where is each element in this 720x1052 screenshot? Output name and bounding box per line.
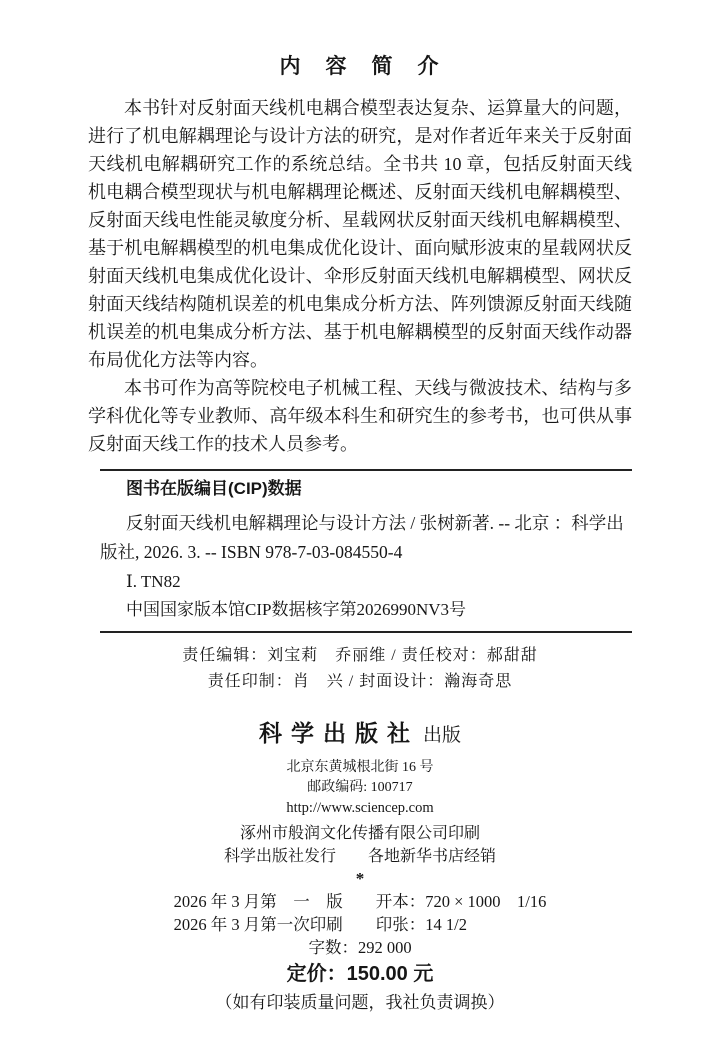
quality-notice: （如有印装质量问题，我社负责调换） [215, 993, 505, 1012]
cip-classification-code: Ⅰ. TN82 [126, 572, 181, 591]
word-count-line: 字数：292 000 [308, 938, 412, 957]
publisher-postcode: 邮政编码: 100717 [307, 780, 413, 795]
imprint-block [0, 890, 720, 1015]
publisher-logo-line [0, 719, 720, 752]
credits-printing-design-line: 责任印制：肖 兴 / 封面设计：瀚海奇思 [207, 673, 513, 690]
cip-heading: 图书在版编目(CIP)数据 [126, 479, 302, 498]
publisher-logo-suffix: 出版 [422, 725, 461, 746]
printing-sheets-line: 2026 年 3 月第一次印刷 印张：14 1/2 [173, 915, 467, 934]
staff-credits [0, 643, 720, 695]
publisher-block [0, 719, 720, 888]
distribution-line: 科学出版社发行 各地新华书店经销 [223, 848, 496, 865]
publisher-website: http://www.sciencep.com [286, 800, 434, 816]
content-summary [88, 94, 632, 458]
publisher-logo: 科学出版社 [258, 721, 419, 746]
credits-editors-line: 责任编辑：刘宝莉 乔丽维 / 责任校对：郝甜甜 [182, 647, 538, 664]
cip-description: 反射面天线机电解耦理论与设计方法 / 张树新著. -- 北京 ：科学出版社, 2026. 3. -- ISBN 978-7-03-084550-4 [100, 513, 624, 562]
summary-paragraph-1: 本书针对反射面天线机电耦合模型表达复杂、运算量大的问题，进行了机电解耦理论与设计方法的研究，是对作者近年来关于反射面天线机电解耦研究工作的系统总结。全书共 10 章，包括反射面天线机电耦合模型现状与机电解耦理论概述、反射面天线机电解耦模型、反射面天线电性能灵敏度分析、星载网状反射面天线机电解耦模型、基于机电解耦模型的机电集成优化设计、面向赋形波束的星载网状反射面天线机电集成优化设计、伞形反射面天线机电解耦模型、网状反射面天线结构随机误差的机电集成分析方法、阵列馈源反射面天线随机误差的机电集成分析方法、基于机电解耦模型的反射面天线作动器布局优化方法等内容。 [88, 98, 632, 370]
imprint-edition-group [174, 890, 547, 936]
summary-paragraph-2: 本书可作为高等院校电子机械工程、天线与微波技术、结构与多学科优化等专业教师、高年级本科生和研究生的参考书，也可供从事反射面天线工作的技术人员参考。 [88, 378, 632, 454]
separator-asterisk: * [355, 869, 365, 888]
book-copyright-page [0, 52, 720, 1052]
edition-format-line: 2026 年 3 月第 一 版 开本：720 × 1000 1/16 [173, 892, 547, 911]
cip-data-block [100, 469, 632, 633]
printer-line: 涿州市般润文化传播有限公司印刷 [239, 825, 480, 842]
page-title: 内 容 简 介 [279, 55, 441, 78]
publisher-address: 北京东黄城根北街 16 号 [286, 760, 434, 775]
price-line: 定价：150.00 元 [286, 963, 434, 985]
cip-record-number: 中国国家版本馆CIP数据核字第2026990NV3号 [126, 600, 467, 619]
